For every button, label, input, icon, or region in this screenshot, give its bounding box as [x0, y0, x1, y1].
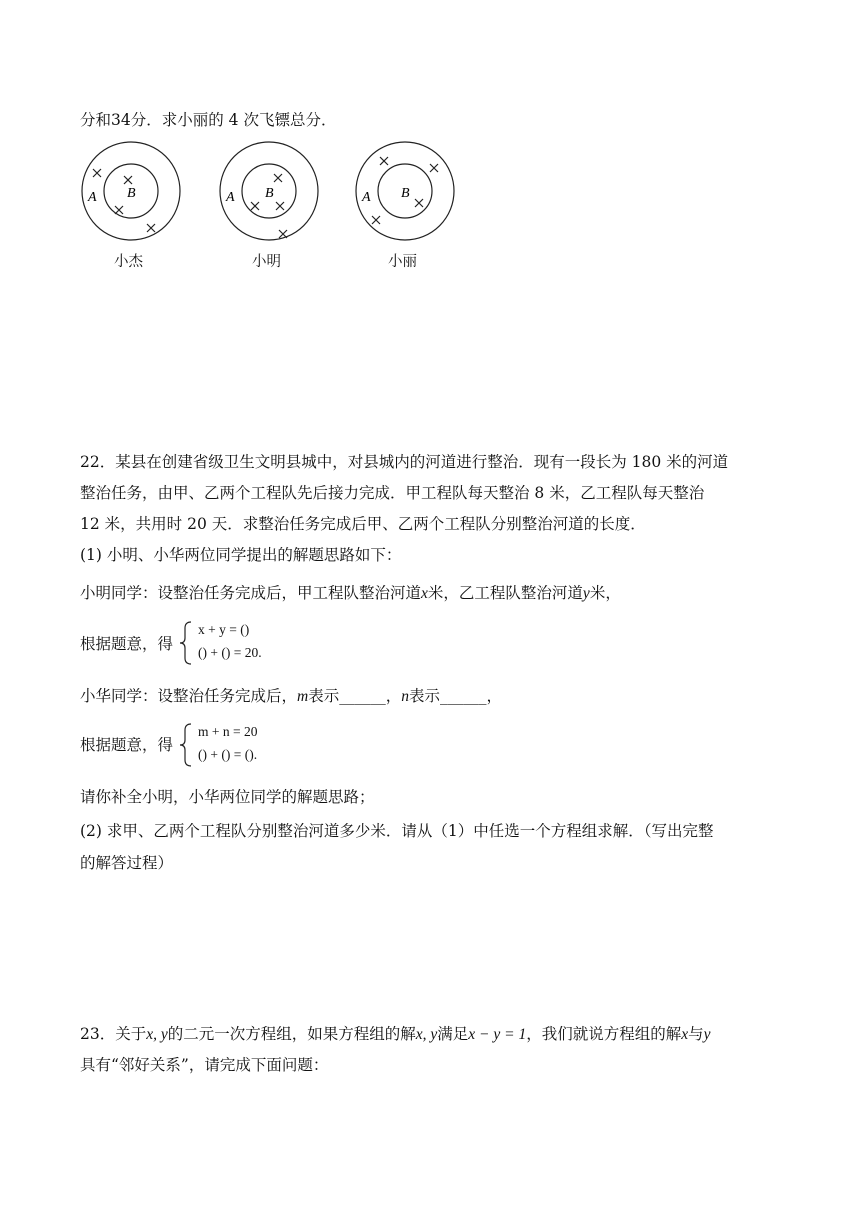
- equation-system-2: [178, 722, 378, 770]
- q23-line2: 具有“邻好关系”，请完成下面问题：: [80, 1056, 329, 1074]
- top-line: 分和34分．求小丽的 4 次飞镖总分．: [80, 111, 337, 129]
- dart-board-icon: [80, 140, 182, 245]
- q23-line1: 23．关于x, y的二元一次方程组，如果方程组的解x, y满足x − y = 1，我们就说方程组的解x与y: [80, 1025, 711, 1043]
- q22-complete-instruction: 请你补全小明，小华两位同学的解题思路；: [80, 788, 375, 806]
- svg-text:B: B: [401, 186, 410, 201]
- dart-board-xiaoli: [354, 140, 456, 270]
- according-label-1: 根据题意，得: [80, 635, 174, 653]
- answer-blank: ______: [339, 687, 386, 705]
- figure-caption: 小杰: [114, 254, 143, 270]
- q22-part2-line2: 的解答过程）: [80, 854, 174, 872]
- equation: x + y = (): [198, 622, 250, 637]
- q22-line3: 12 米，共用时 20 天．求整治任务完成后甲、乙两个工程队分别整治河道的长度．: [80, 515, 646, 533]
- outer-label: A: [88, 190, 97, 205]
- svg-text:B: B: [265, 186, 274, 201]
- dart-board-xiaojie: [80, 140, 182, 270]
- inner-label: B: [127, 186, 136, 201]
- dart-board-icon: [354, 140, 456, 245]
- q22-line1: 22．某县在创建省级卫生文明县城中，对县城内的河道进行整治．现有一段长为 180 米的河道: [80, 453, 729, 471]
- answer-blank: ______: [440, 687, 487, 705]
- q22-line2: 整治任务，由甲、乙两个工程队先后接力完成．甲工程队每天整治 8 米，乙工程队每天整治: [80, 484, 705, 502]
- q22-part2-line1: (2) 求甲、乙两个工程队分别整治河道多少米．请从（1）中任选一个方程组求解．（写出完整: [80, 822, 714, 840]
- equation: m + n = 20: [198, 724, 258, 739]
- left-brace-icon: [178, 620, 194, 666]
- according-label-2: 根据题意，得: [80, 736, 174, 754]
- dart-hits: [93, 169, 155, 232]
- equation-system-1: [178, 620, 378, 668]
- dart-board-icon: [218, 140, 320, 245]
- q22-part1: (1) 小明、小华两位同学提出的解题思路如下：: [80, 546, 402, 564]
- xiaohua-setup: 小华同学：设整治任务完成后，m表示______，n表示______，: [80, 687, 503, 705]
- figure-caption: 小明: [252, 254, 281, 270]
- dart-board-xiaoming: [218, 140, 320, 270]
- svg-text:A: A: [362, 190, 371, 205]
- equation: () + () = 20.: [198, 645, 262, 660]
- figure-caption: 小丽: [388, 254, 417, 270]
- equation: () + () = ().: [198, 747, 258, 762]
- dart-hits: [251, 174, 287, 238]
- left-brace-icon: [178, 722, 194, 768]
- svg-text:A: A: [226, 190, 235, 205]
- xiaoming-setup: 小明同学：设整治任务完成后，甲工程队整治河道x米，乙工程队整治河道y米，: [80, 584, 621, 602]
